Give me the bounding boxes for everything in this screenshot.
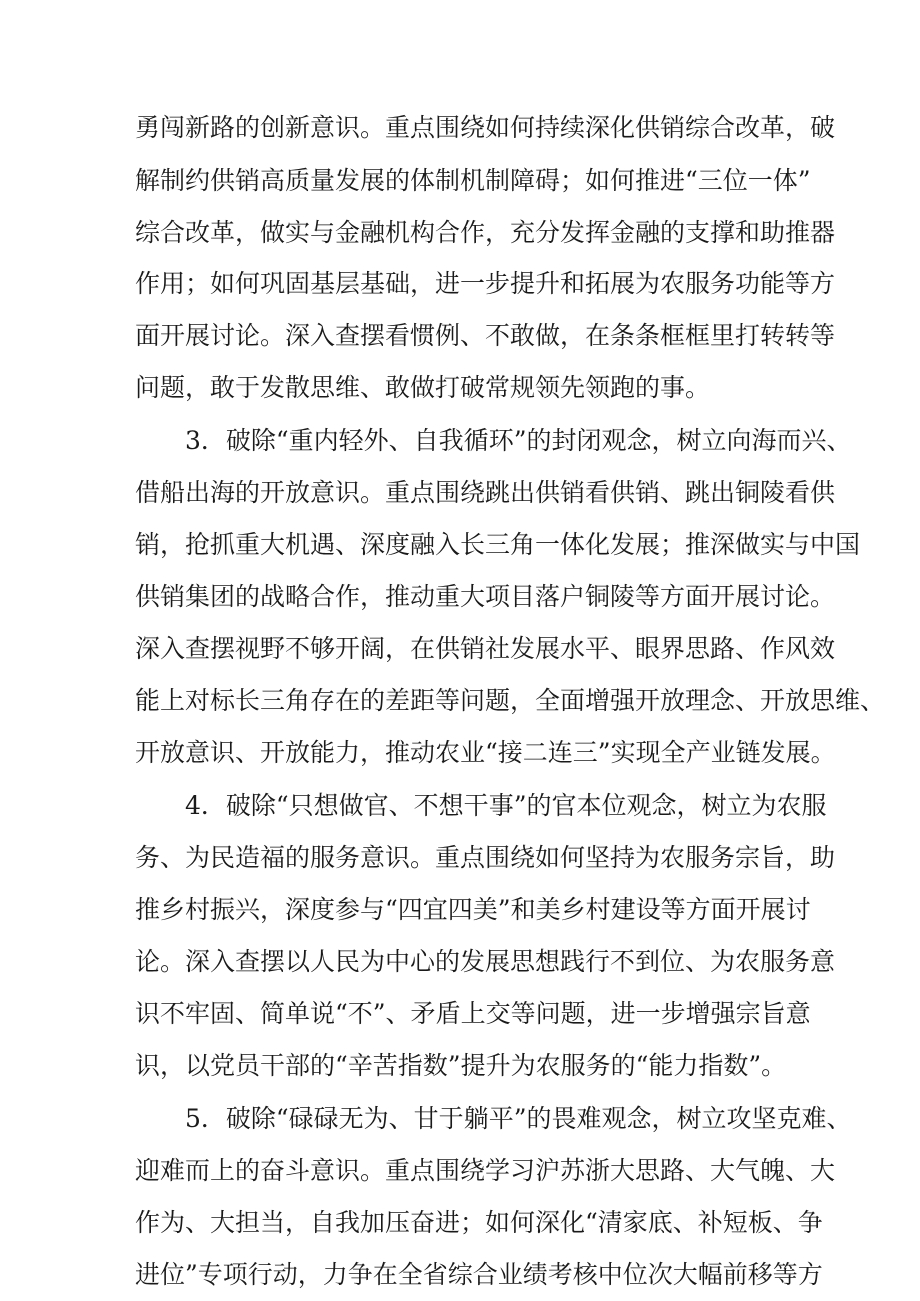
text-line: 销，抢抓重大机遇、深度融入长三角一体化发展；推深做实与中国 [135,530,861,559]
text-line: 能上对标长三角存在的差距等问题，全面增强开放理念、开放思维、 [135,686,886,715]
paragraph-start-4: 4．破除“只想做官、不想干事”的官本位观念，树立为农服 [185,791,827,820]
text-line: 供销集团的战略合作，推动重大项目落户铜陵等方面开展讨论。 [135,582,836,611]
text-line: 解制约供销高质量发展的体制机制障碍；如何推进“三位一体” [135,166,811,195]
text-line: 作为、大担当，自我加压奋进；如何深化“清家底、补短板、争 [135,1208,823,1237]
text-line: 推乡村振兴，深度参与“四宜四美”和美乡村建设等方面开展讨 [135,895,811,924]
text-line: 进位”专项行动，力争在全省综合业绩考核中位次大幅前移等方 [135,1260,823,1289]
text-line: 深入查摆视野不够开阔，在供销社发展水平、眼界思路、作风效 [135,634,836,663]
text-line: 迎难而上的奋斗意识。重点围绕学习沪苏浙大思路、大气魄、大 [135,1156,836,1185]
text-line: 勇闯新路的创新意识。重点围绕如何持续深化供销综合改革，破 [135,113,836,142]
text-line: 论。深入查摆以人民为中心的发展思想践行不到位、为农服务意 [135,947,836,976]
text-line: 问题，敢于发散思维、敢做打破常规领先领跑的事。 [135,373,711,402]
paragraph-start-3: 3．破除“重内轻外、自我循环”的封闭观念，树立向海而兴、 [185,426,852,455]
text-line: 识不牢固、简单说“不”、矛盾上交等问题，进一步增强宗旨意 [135,999,811,1028]
text-line: 务、为民造福的服务意识。重点围绕如何坚持为农服务宗旨，助 [135,843,836,872]
text-line: 借船出海的开放意识。重点围绕跳出供销看供销、跳出铜陵看供 [135,478,836,507]
text-line: 面开展讨论。深入查摆看惯例、不敢做，在条条框框里打转转等 [135,321,836,350]
text-line: 识，以党员干部的“辛苦指数”提升为农服务的“能力指数”。 [135,1051,787,1080]
text-line: 综合改革，做实与金融机构合作，充分发挥金融的支撑和助推器 [135,218,836,247]
text-line: 开放意识、开放能力，推动农业“接二连三”实现全产业链发展。 [135,738,836,767]
paragraph-start-5: 5．破除“碌碌无为、甘于躺平”的畏难观念，树立攻坚克难、 [185,1104,852,1133]
text-line: 作用；如何巩固基层基础，进一步提升和拓展为农服务功能等方 [135,269,836,298]
